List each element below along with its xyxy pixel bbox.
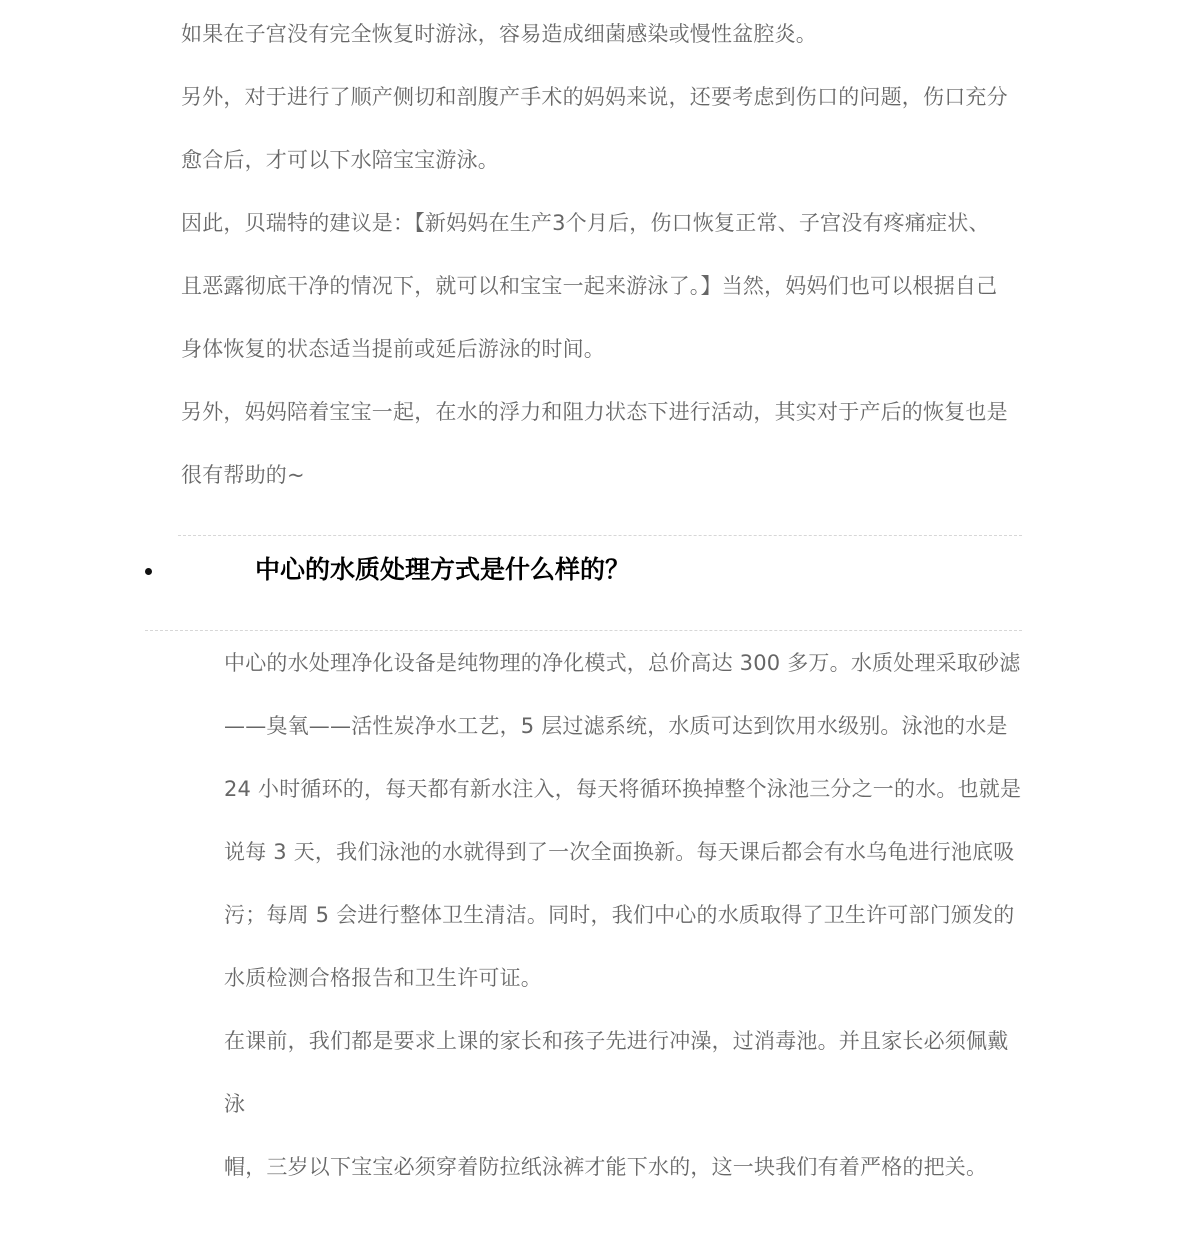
section-divider-bottom <box>145 630 1022 631</box>
intro-line: 另外，对于进行了顺产侧切和剖腹产手术的妈妈来说，还要考虑到伤口的问题，伤口充分 <box>181 85 1008 109</box>
answer-line: 说每 3 天，我们泳池的水就得到了一次全面换新。每天课后都会有水乌龟进行池底吸 <box>224 840 1015 864</box>
intro-line: 很有帮助的~ <box>181 463 305 487</box>
intro-line: 如果在子宫没有完全恢复时游泳，容易造成细菌感染或慢性盆腔炎。 <box>181 22 817 46</box>
answer-text-block <box>224 632 1029 1199</box>
answer-line: 污；每周 5 会进行整体卫生清洁。同时，我们中心的水质取得了卫生许可部门颁发的 <box>224 903 1015 927</box>
intro-line: 且恶露彻底干净的情况下，就可以和宝宝一起来游泳了。】当然，妈妈们也可以根据自己 <box>181 274 998 298</box>
answer-line: 水质检测合格报告和卫生许可证。 <box>224 966 542 990</box>
intro-line: 另外，妈妈陪着宝宝一起，在水的浮力和阻力状态下进行活动，其实对于产后的恢复也是 <box>181 400 1008 424</box>
answer-line: 帽，三岁以下宝宝必须穿着防拉纸泳裤才能下水的，这一块我们有着严格的把关。 <box>224 1155 988 1179</box>
list-bullet-icon <box>145 568 152 575</box>
answer-line: 24 小时循环的，每天都有新水注入，每天将循环换掉整个泳池三分之一的水。也就是 <box>224 777 1022 801</box>
intro-line: 愈合后，才可以下水陪宝宝游泳。 <box>181 148 499 172</box>
answer-line: 在课前，我们都是要求上课的家长和孩子先进行冲澡，过消毒池。并且家长必须佩戴泳 <box>224 1029 1009 1116</box>
section-heading: 中心的水质处理方式是什么样的？ <box>255 555 631 584</box>
intro-line: 身体恢复的状态适当提前或延后游泳的时间。 <box>181 337 605 361</box>
answer-line: ——臭氧——活性炭净水工艺，5 层过滤系统，水质可达到饮用水级别。泳池的水是 <box>224 714 1008 738</box>
intro-text-block <box>181 3 1026 507</box>
answer-line: 中心的水处理净化设备是纯物理的净化模式，总价高达 300 多万。水质处理采取砂滤 <box>224 651 1021 675</box>
intro-line: 因此，贝瑞特的建议是：【新妈妈在生产3个月后，伤口恢复正常、子宫没有疼痛症状、 <box>181 211 990 235</box>
section-divider-top <box>178 535 1022 536</box>
